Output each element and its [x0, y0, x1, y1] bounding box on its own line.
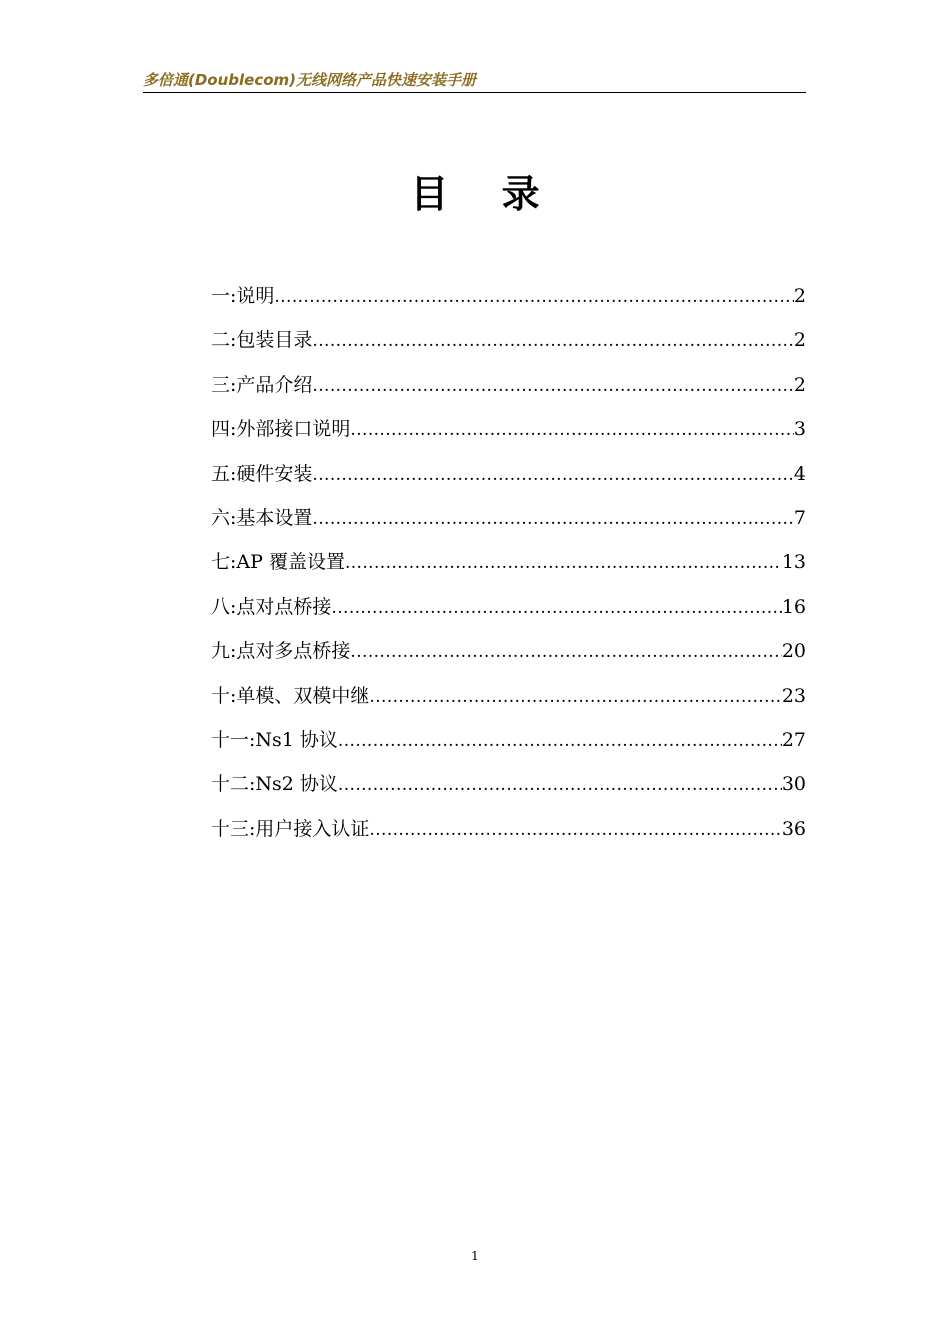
toc-entry-page: 27	[781, 728, 806, 751]
toc-dot-leader	[312, 461, 794, 489]
toc-entry-title: 三:产品介绍	[211, 373, 313, 396]
toc-entry-title: 二:包装目录	[211, 329, 313, 352]
toc-dot-leader	[274, 283, 794, 311]
toc-entry-page: 4	[793, 462, 806, 485]
toc-entry-page: 3	[793, 418, 806, 441]
toc-entry[interactable]	[211, 504, 806, 548]
header-title: 多倍通(Doublecom)无线网络产品快速安装手册	[143, 71, 477, 89]
toc-entry-title: 十三:用户接入认证	[211, 817, 370, 840]
toc-entry-page: 2	[793, 373, 806, 396]
toc-entry-title: 四:外部接口说明	[211, 418, 351, 441]
toc-entry-page: 7	[793, 506, 806, 529]
running-header	[143, 68, 806, 93]
toc-entry-page: 2	[793, 285, 806, 307]
table-of-contents	[211, 282, 806, 859]
toc-entry-page: 30	[781, 773, 806, 796]
toc-entry-title: 十二:Ns2 协议	[211, 773, 338, 796]
toc-dot-leader	[338, 727, 782, 755]
page-number: 1	[471, 1249, 479, 1263]
toc-entry[interactable]	[211, 637, 806, 681]
toc-dot-leader	[350, 416, 794, 444]
toc-entry[interactable]	[211, 282, 806, 326]
toc-entry[interactable]	[211, 548, 806, 592]
toc-entry[interactable]	[211, 815, 806, 859]
toc-entry-page: 23	[781, 684, 806, 707]
toc-entry[interactable]	[211, 770, 806, 814]
toc-entry-page: 20	[781, 640, 806, 663]
toc-entry[interactable]	[211, 460, 806, 504]
toc-dot-leader	[312, 372, 794, 400]
toc-entry-title: 一:说明	[211, 285, 275, 307]
toc-dot-leader	[312, 327, 794, 355]
toc-entry-page: 2	[793, 329, 806, 352]
toc-entry-title: 八:点对点桥接	[211, 595, 332, 618]
toc-entry-title: 六:基本设置	[211, 506, 313, 529]
toc-dot-leader	[369, 816, 781, 844]
toc-entry[interactable]	[211, 415, 806, 459]
toc-entry-page: 36	[781, 817, 806, 840]
toc-entry-title: 十:单模、双模中继	[211, 684, 370, 707]
toc-entry-title: 七:AP 覆盖设置	[211, 551, 345, 574]
toc-dot-leader	[312, 505, 794, 533]
toc-dot-leader	[338, 771, 782, 799]
page-title: 目 录	[410, 172, 540, 216]
toc-entry[interactable]	[211, 726, 806, 770]
toc-entry[interactable]	[211, 593, 806, 637]
toc-entry-title: 十一:Ns1 协议	[211, 728, 338, 751]
toc-entry[interactable]	[211, 326, 806, 370]
toc-entry-title: 五:硬件安装	[211, 462, 313, 485]
toc-dot-leader	[350, 638, 781, 666]
toc-entry-title: 九:点对多点桥接	[211, 640, 351, 663]
toc-entry-page: 16	[781, 595, 806, 618]
toc-dot-leader	[331, 594, 781, 622]
toc-entry-page: 13	[781, 551, 806, 574]
toc-dot-leader	[345, 549, 782, 577]
toc-entry[interactable]	[211, 371, 806, 415]
toc-dot-leader	[369, 683, 781, 711]
toc-entry[interactable]	[211, 682, 806, 726]
